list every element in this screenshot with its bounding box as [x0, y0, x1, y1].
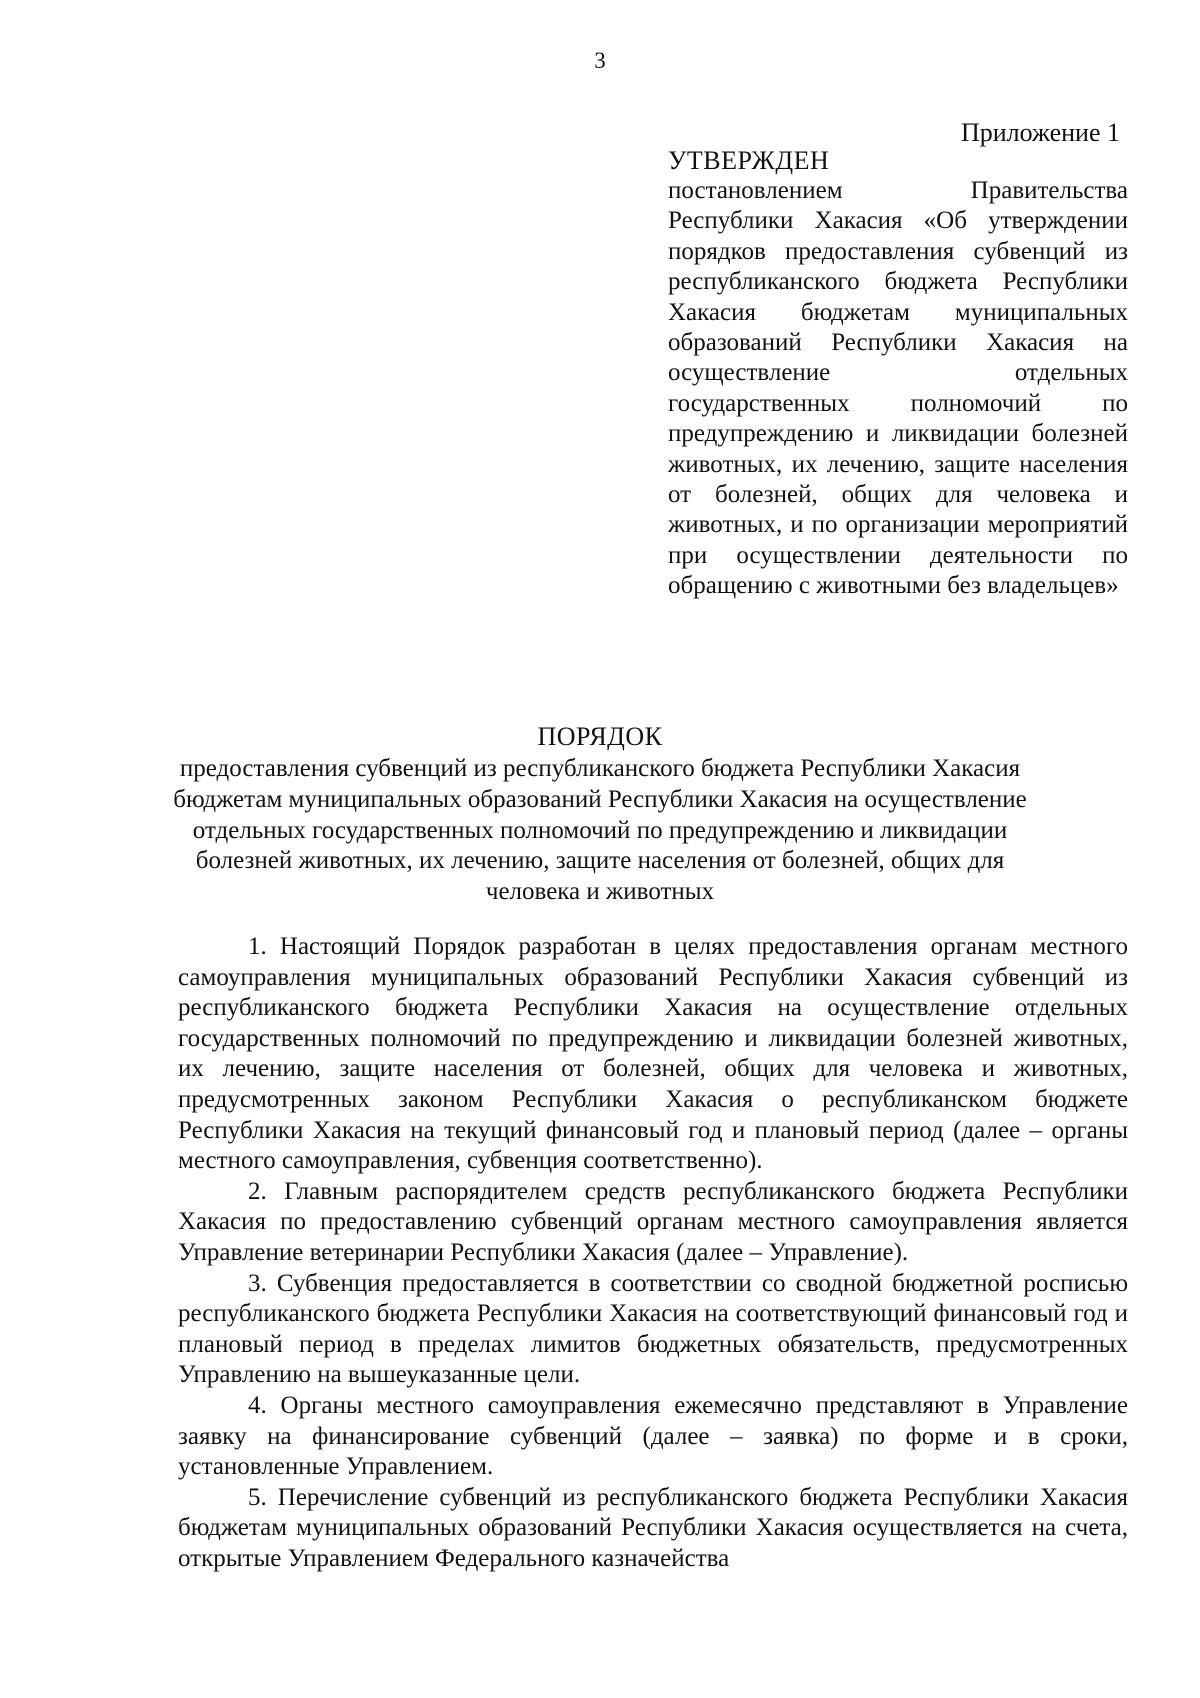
- paragraph-1: 1. Настоящий Порядок разработан в целях предоставления органам местного самоуправления муниципальных образований Республики Хакасия субвенций из республиканского бюджета Республики Хакасия на осуществление отдельных государственных полномочий по предупреждению и ликвидации болезней животных, их лечению, защите населения от болезней, общих для человека и животных, предусмотренных законом Республики Хакасия о республиканском бюджете Республики Хакасия на текущий финансовый год и плановый период (далее – органы местного самоуправления, субвенция соответственно).: [178, 933, 1128, 1175]
- paragraph-5: 5. Перечисление субвенций из республиканского бюджета Республики Хакасия бюджетам муниципальных образований Республики Хакасия осуществляется на счета, открытые Управлением Федерального казначейства: [178, 1483, 1128, 1572]
- document-body: [178, 932, 1128, 1574]
- paragraph-3: 3. Субвенция предоставляется в соответствии со сводной бюджетной росписью республиканского бюджета Республики Хакасия на соответствующий финансовый год и плановый период в пределах лимитов бюджетных обязательств, предусмотренных Управлению на вышеуказанные цели.: [178, 1269, 1128, 1389]
- paragraph-2: 2. Главным распорядителем средств республиканского бюджета Республики Хакасия по предоставлению субвенций органам местного самоуправления является Управление ветеринарии Республики Хакасия (далее – Управление).: [178, 1177, 1128, 1266]
- approval-text: постановлением Правительства Республики Хакасия «Об утверждении порядков предоставления субвенций из республиканского бюджета Республики Хакасия бюджетам муниципальных образований Республики Хакасия на осуществление отдельных государственных полномочий по предупреждению и ликвидации болезней животных, их лечению, защите населения от болезней, общих для человека и животных, и по организации мероприятий при осуществлении деятельности по обращению с животными без владельцев»: [668, 177, 1128, 600]
- approved-title: УТВЕРЖДЕН: [668, 146, 830, 175]
- paragraph-4: 4. Органы местного самоуправления ежемесячно представляют в Управление заявку на финансирование субвенций (далее – заявка) по форме и в сроки, установленные Управлением.: [178, 1391, 1128, 1481]
- document-heading: ПОРЯДОК: [537, 722, 663, 751]
- approval-block: [668, 146, 1128, 602]
- page-number: 3: [594, 48, 606, 73]
- document-subtitle: предоставления субвенций из республиканского бюджета Республики Хакасия бюджетам муниципальных образований Республики Хакасия на осуществление отдельных государственных полномочий по предупреждению и ликвидации болезней животных, их лечению, защите населения от болезней, общих для человека и животных: [173, 755, 1027, 906]
- appendix-label: Приложение 1: [960, 118, 1120, 147]
